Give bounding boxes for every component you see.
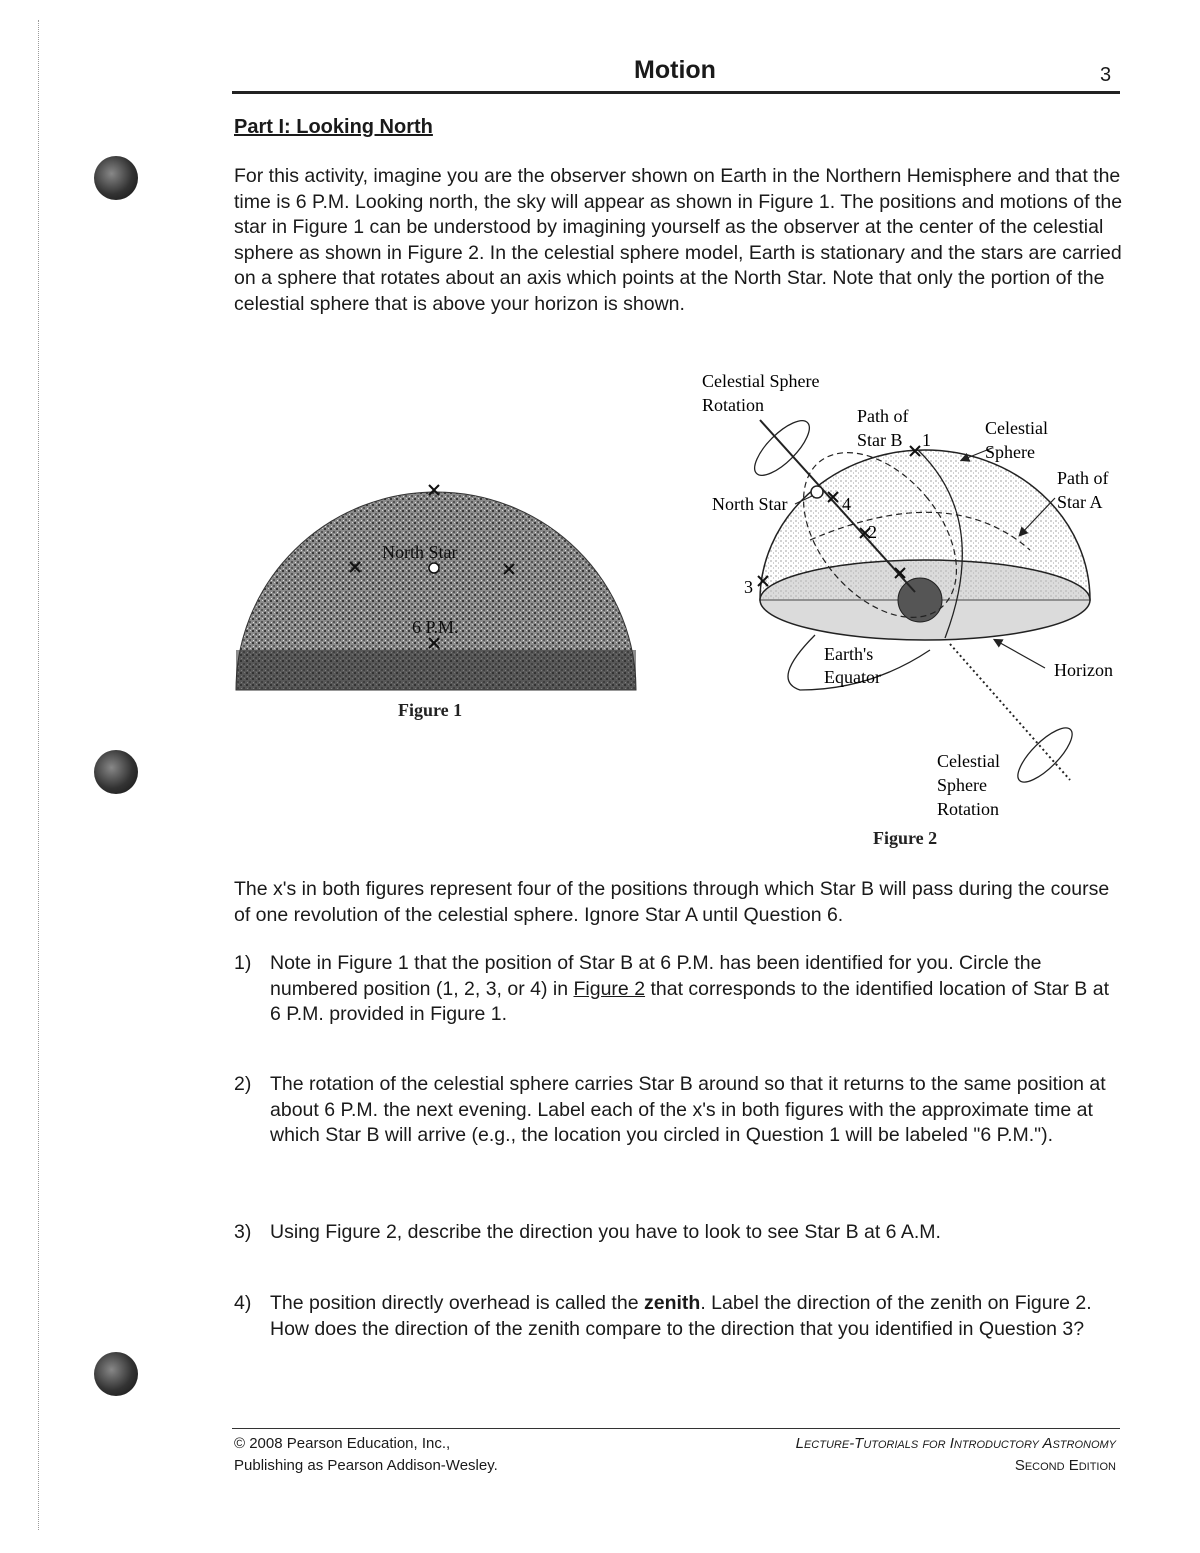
north-star-marker bbox=[429, 563, 439, 573]
figure-1-caption: Figure 1 bbox=[398, 700, 463, 720]
figure-1 bbox=[234, 480, 638, 694]
question-text: The position directly overhead is called the zenith. Label the direction of the zenith on Figure 2. How does the direction of the zenith compare to the direction that you identified in Question 3? bbox=[270, 1292, 1092, 1340]
fig1-north-star-label: North Star bbox=[382, 542, 458, 562]
figure-2-reference: Figure 2 bbox=[573, 977, 646, 1000]
book-title: Lecture-Tutorials for Introductory Astronomy bbox=[795, 1435, 1116, 1452]
label-path-star-b-2: Star B bbox=[857, 430, 903, 450]
pointer-horizon bbox=[995, 640, 1045, 668]
question-text: Note in Figure 1 that the position of Star B at 6 P.M. has been identified for you. Circle the numbered position (1, 2, 3, or 4) in Figure 2 that corresponds to the identified location of Star B at 6 P.M. provided in Figure 1. bbox=[270, 952, 1109, 1025]
ground-silhouette bbox=[236, 650, 636, 690]
question-number: 2) bbox=[234, 1073, 252, 1095]
label-earths-equator-1: Earth's bbox=[824, 644, 874, 664]
transition-paragraph: The x's in both figures represent four of the positions through which Star B will pass during the course of one revolution of the celestial sphere. Ignore Star A until Question 6. bbox=[234, 878, 1110, 926]
footer-right bbox=[796, 1433, 1116, 1477]
publisher-line: Publishing as Pearson Addison-Wesley. bbox=[234, 1457, 498, 1474]
label-rotation-bottom-1: Celestial bbox=[937, 751, 1000, 771]
question-number: 4) bbox=[234, 1292, 252, 1314]
label-position-4: 4 bbox=[842, 494, 851, 514]
question-text: Using Figure 2, describe the direction you have to look to see Star B at 6 A.M. bbox=[270, 1221, 941, 1243]
copyright-line: © 2008 Pearson Education, Inc., bbox=[234, 1435, 451, 1452]
question-3 bbox=[234, 1220, 1114, 1250]
label-position-1: 1 bbox=[922, 430, 931, 450]
footer-rule bbox=[232, 1428, 1120, 1429]
label-celestial-sphere-2: Sphere bbox=[985, 442, 1035, 462]
label-position-3: 3 bbox=[744, 577, 753, 597]
question-4 bbox=[234, 1291, 1114, 1371]
label-rotation-top-1: Celestial Sphere bbox=[702, 371, 820, 391]
label-rotation-bottom-2: Sphere bbox=[937, 775, 987, 795]
punch-hole bbox=[94, 156, 138, 200]
page-title: Motion bbox=[634, 56, 716, 84]
earth bbox=[898, 578, 942, 622]
intro-paragraph: For this activity, imagine you are the observer shown on Earth in the Northern Hemisphere and that the time is 6 P.M. Looking north, the sky will appear as shown in Figure 1. The positions and motions of the star in Figure 1 can be understood by imagining yourself as the observer at the center of the celestial sphere as shown in Figure 2. In the celestial sphere model, Earth is stationary and the stars are carried on a sphere that rotates about an axis which points at the North Star. Note that only the portion of the celestial sphere that is above your horizon is shown. bbox=[234, 165, 1123, 315]
question-number: 1) bbox=[234, 952, 252, 974]
question-text: The rotation of the celestial sphere carries Star B around so that it returns to the same position at about 6 P.M. the next evening. Label each of the x's in both figures with the approximate time at which Star B will arrive (e.g., the location you circled in Question 1 will be labeled "6 P.M."). bbox=[270, 1073, 1106, 1146]
label-path-star-b-1: Path of bbox=[857, 406, 909, 426]
punch-hole bbox=[94, 1352, 138, 1396]
term-zenith: zenith bbox=[643, 1292, 701, 1314]
question-2 bbox=[234, 1072, 1114, 1182]
label-path-star-a-1: Path of bbox=[1057, 468, 1109, 488]
fig1-6pm-label: 6 P.M. bbox=[412, 617, 459, 637]
figure-2 bbox=[700, 360, 1125, 820]
punch-hole bbox=[94, 750, 138, 794]
label-rotation-bottom-3: Rotation bbox=[937, 799, 999, 819]
label-celestial-sphere-1: Celestial bbox=[985, 418, 1048, 438]
edition: Second Edition bbox=[1014, 1457, 1116, 1474]
section-title: Part I: Looking North bbox=[234, 116, 433, 138]
page-number: 3 bbox=[1100, 64, 1112, 86]
north-star-marker bbox=[811, 486, 823, 498]
label-position-2: 2 bbox=[868, 522, 877, 542]
label-north-star: North Star bbox=[712, 494, 788, 514]
label-path-star-a-2: Star A bbox=[1057, 492, 1103, 512]
label-horizon: Horizon bbox=[1054, 660, 1113, 680]
question-number: 3) bbox=[234, 1221, 252, 1243]
header-rule bbox=[232, 91, 1120, 94]
label-rotation-top-2: Rotation bbox=[702, 395, 764, 415]
figure-2-caption: Figure 2 bbox=[873, 828, 938, 848]
footer-left bbox=[234, 1433, 498, 1477]
question-1 bbox=[234, 951, 1114, 1031]
binder-edge bbox=[38, 20, 53, 1530]
label-earths-equator-2: Equator bbox=[824, 667, 881, 687]
